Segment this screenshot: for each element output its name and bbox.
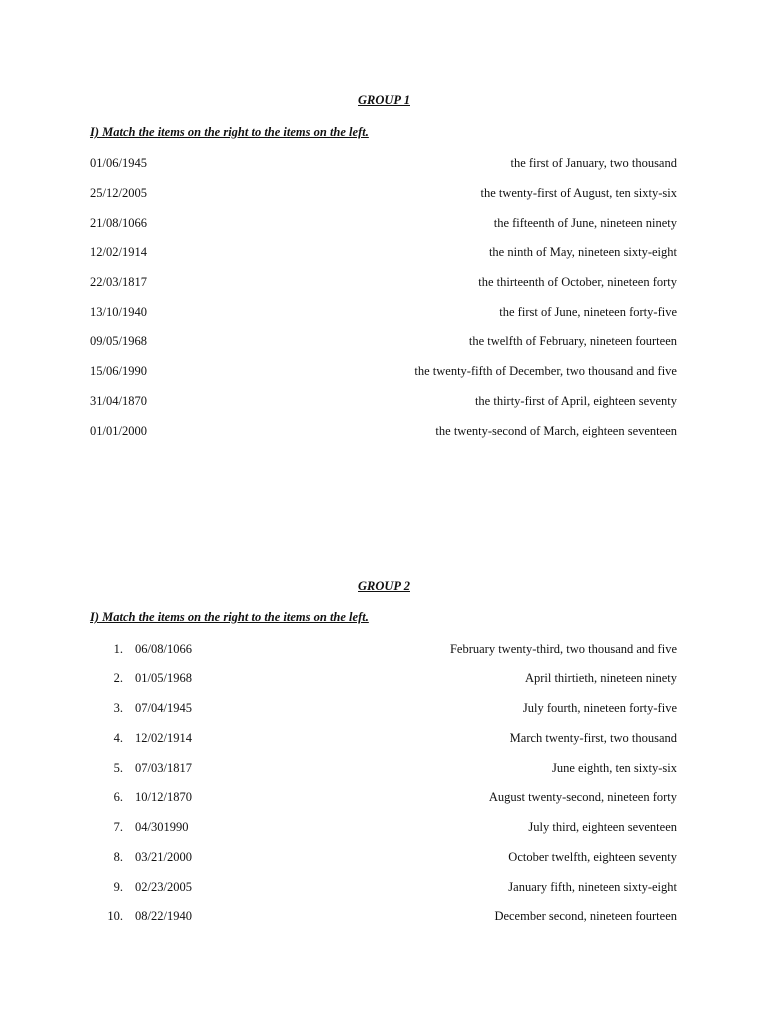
group-2-row [90, 819, 677, 835]
date-written: the thirty-first of April, eighteen seventy [474, 394, 677, 408]
date-written: the twelfth of February, nineteen fourteen [468, 334, 677, 348]
date-numeric: 13/10/1940 [90, 305, 147, 319]
group-2-instruction: I) Match the items on the right to the items on the left. [90, 610, 369, 624]
date-written: the twenty-second of March, eighteen seventeen [435, 424, 677, 438]
date-written: August twenty-second, nineteen forty [488, 790, 677, 804]
date-numeric: 01/05/1968 [135, 671, 192, 685]
group-2-title: GROUP 2 [358, 579, 410, 593]
group-2-row [90, 879, 677, 895]
date-written: the thirteenth of October, nineteen forty [478, 275, 677, 289]
date-numeric: 21/08/1066 [90, 216, 147, 230]
date-written: June eighth, ten sixty-six [552, 761, 677, 775]
group-1-row [90, 333, 677, 349]
group-2-row [90, 700, 677, 716]
date-written: the ninth of May, nineteen sixty-eight [488, 245, 677, 259]
group-1-row [90, 423, 677, 439]
group-2-row [90, 730, 677, 746]
date-numeric: 07/04/1945 [135, 701, 192, 715]
date-numeric: 02/23/2005 [135, 880, 192, 894]
group-1-title: GROUP 1 [358, 93, 410, 107]
date-numeric: 03/21/2000 [135, 850, 192, 864]
date-written: March twenty-first, two thousand [509, 731, 677, 745]
group-1-instruction: I) Match the items on the right to the items on the left. [90, 125, 369, 139]
date-written: the fifteenth of June, nineteen ninety [493, 216, 677, 230]
date-written: the twenty-first of August, ten sixty-six [480, 186, 677, 200]
date-numeric: 25/12/2005 [90, 186, 147, 200]
date-numeric: 04/301990 [135, 820, 189, 834]
group-1-row [90, 185, 677, 201]
date-numeric: 06/08/1066 [135, 642, 192, 656]
date-numeric: 12/02/1914 [90, 245, 147, 259]
date-written: the twenty-fifth of December, two thousand and five [414, 364, 677, 378]
date-numeric: 10/12/1870 [135, 790, 192, 804]
group-2-row [90, 849, 677, 865]
group-1-row [90, 274, 677, 290]
date-written: October twelfth, eighteen seventy [508, 850, 677, 864]
group-2-row [90, 908, 677, 924]
date-numeric: 22/03/1817 [90, 275, 147, 289]
date-written: the first of January, two thousand [510, 156, 677, 170]
date-written: July fourth, nineteen forty-five [522, 701, 677, 715]
date-written: April thirtieth, nineteen ninety [524, 671, 677, 685]
date-written: July third, eighteen seventeen [528, 820, 677, 834]
item-number: 1. [113, 642, 123, 656]
item-number: 8. [113, 850, 123, 864]
date-numeric: 09/05/1968 [90, 334, 147, 348]
date-numeric: 01/06/1945 [90, 156, 147, 170]
item-number: 9. [113, 880, 123, 894]
group-2-row [90, 670, 677, 686]
date-numeric: 15/06/1990 [90, 364, 147, 378]
group-1-row [90, 363, 677, 379]
date-written: February twenty-third, two thousand and five [449, 642, 677, 656]
item-number: 5. [113, 761, 123, 775]
item-number: 6. [113, 790, 123, 804]
group-2-row [90, 760, 677, 776]
date-numeric: 01/01/2000 [90, 424, 147, 438]
date-numeric: 07/03/1817 [135, 761, 192, 775]
item-number: 3. [113, 701, 123, 715]
date-written: December second, nineteen fourteen [494, 909, 677, 923]
group-1-row [90, 155, 677, 171]
item-number: 2. [113, 671, 123, 685]
group-2-row [90, 789, 677, 805]
item-number: 4. [113, 731, 123, 745]
group-1-row [90, 393, 677, 409]
group-2-row [90, 641, 677, 657]
date-written: January fifth, nineteen sixty-eight [508, 880, 677, 894]
item-number: 10. [107, 909, 123, 923]
group-1-row [90, 215, 677, 231]
item-number: 7. [113, 820, 123, 834]
group-1-row [90, 244, 677, 260]
date-written: the first of June, nineteen forty-five [499, 305, 677, 319]
group-1-row [90, 304, 677, 320]
date-numeric: 31/04/1870 [90, 394, 147, 408]
date-numeric: 12/02/1914 [135, 731, 192, 745]
date-numeric: 08/22/1940 [135, 909, 192, 923]
